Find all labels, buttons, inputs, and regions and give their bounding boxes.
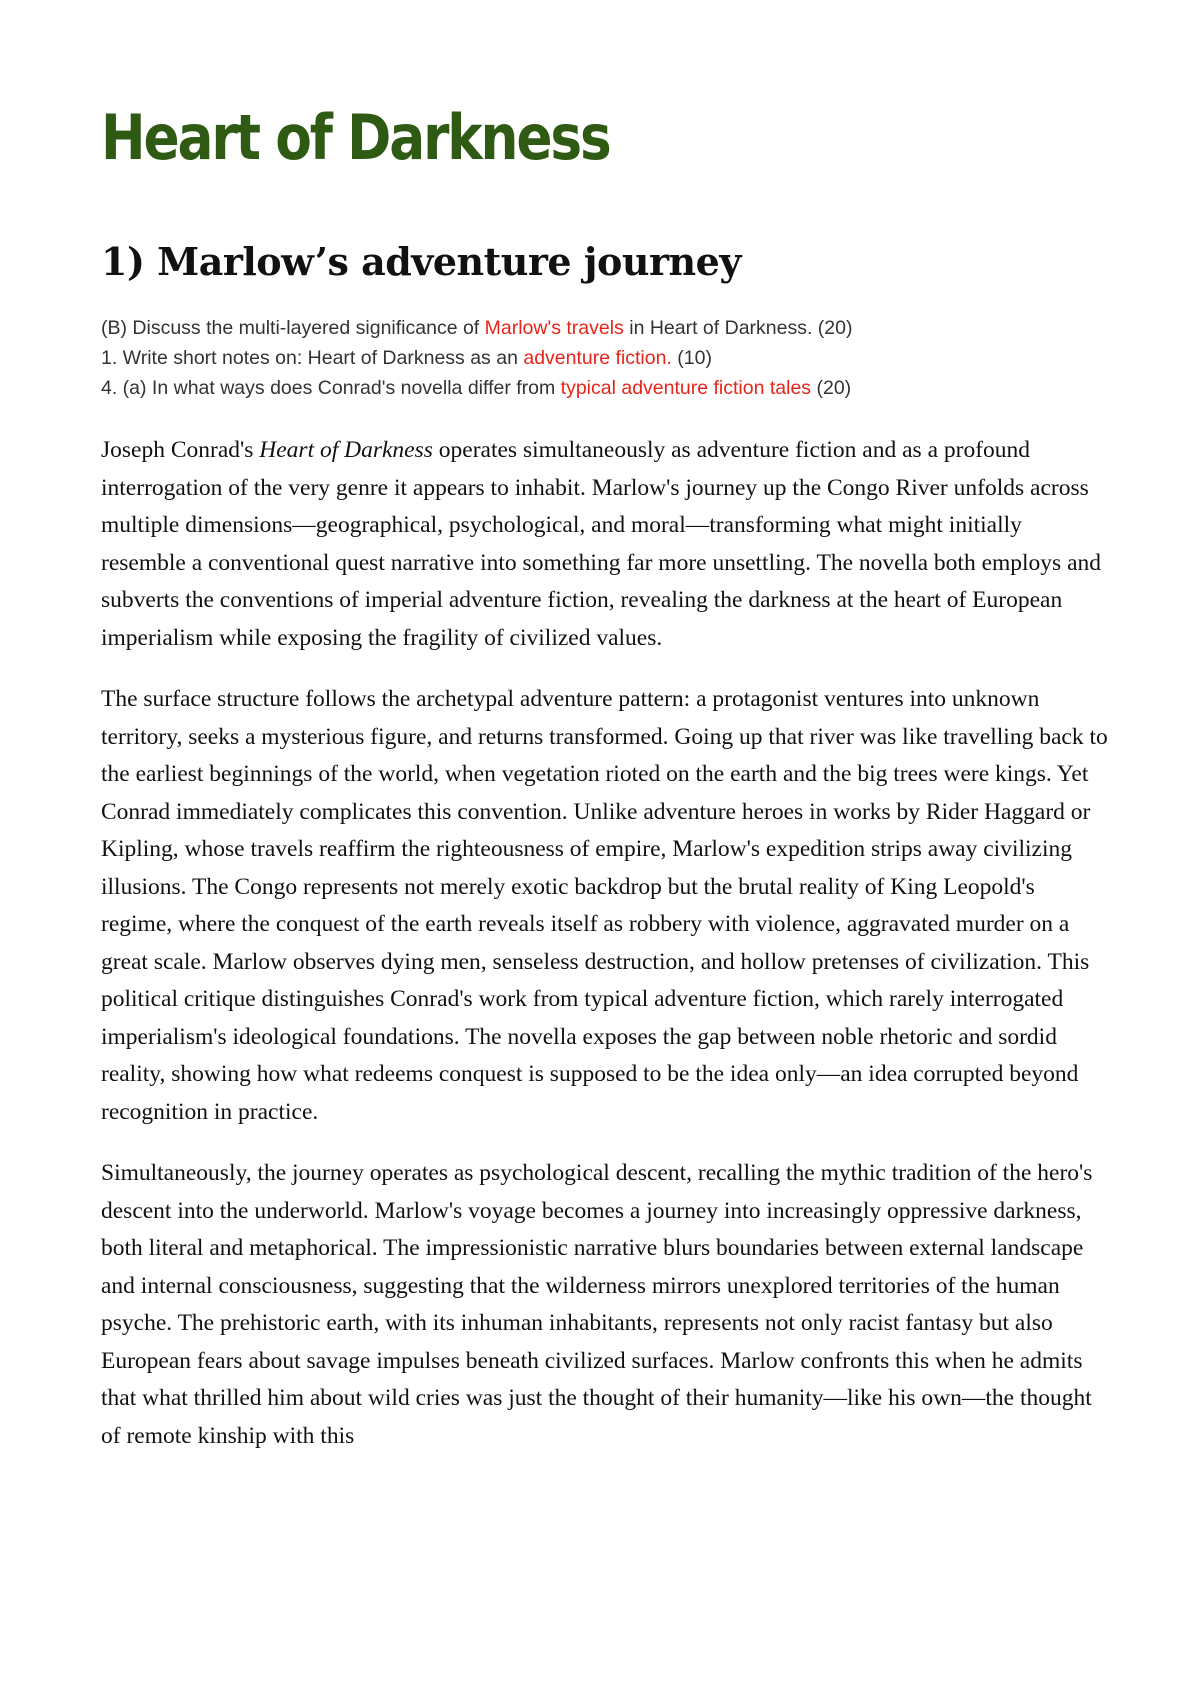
- question-text: 1. Write short notes on: Heart of Darkness as an: [101, 347, 524, 369]
- question-item: [101, 343, 852, 373]
- body-text: [101, 432, 1111, 1479]
- question-text: (B) Discuss the multi-layered significance of: [101, 317, 485, 339]
- section-heading: 1) Marlow’s adventure journey: [101, 239, 741, 284]
- book-title-italic: Heart of Darkness: [259, 437, 433, 463]
- question-item: [101, 373, 852, 403]
- paragraph-lead: Joseph Conrad's: [101, 437, 260, 463]
- paragraph-rest: operates simultaneously as adventure fiction and as a profound interrogation of the very genre it appears to inhabit. Marlow's journey up the Congo River unfolds across multiple dimensions—geographical, psychological, and moral—transforming what might initially resemble a conventional quest narrative into something far more unsettling. The novella both employs and subverts the conventions of imperial adventure fiction, revealing the darkness at the heart of European imperialism while exposing the fragility of civilized values.: [101, 437, 1102, 651]
- question-text: (20): [811, 377, 852, 399]
- question-item: [101, 313, 852, 343]
- body-paragraph: [101, 432, 1111, 657]
- document-title: Heart of Darkness: [101, 101, 610, 174]
- question-text: 4. (a) In what ways does Conrad's novella differ from: [101, 377, 561, 399]
- question-text: (10): [671, 347, 712, 369]
- body-paragraph: The surface structure follows the archetypal adventure pattern: a protagonist ventures into unknown territory, seeks a mysterious figure, and returns transformed. Going up that river was like travelling back to the earliest beginnings of the world, when vegetation rioted on the earth and the big trees were kings. Yet Conrad immediately complicates this convention. Unlike adventure heroes in works by Rider Haggard or Kipling, whose travels reaffirm the righteousness of empire, Marlow's expedition strips away civilizing illusions. The Congo represents not merely exotic backdrop but the brutal reality of King Leopold's regime, where the conquest of the earth reveals itself as robbery with violence, aggravated murder on a great scale. Marlow observes dying men, senseless destruction, and hollow pretenses of civilization. This political critique distinguishes Conrad's work from typical adventure fiction, which rarely interrogated imperialism's ideological foundations. The novella exposes the gap between noble rhetoric and sordid reality, showing how what redeems conquest is supposed to be the idea only—an idea corrupted beyond recognition in practice.: [101, 686, 1108, 1125]
- question-list: [101, 313, 852, 403]
- question-highlight: typical adventure fiction tales: [560, 377, 812, 399]
- question-highlight: adventure fiction.: [523, 347, 672, 369]
- question-text: in Heart of Darkness. (20): [623, 317, 853, 339]
- question-highlight: Marlow's travels: [484, 317, 624, 339]
- body-paragraph: Simultaneously, the journey operates as psychological descent, recalling the mythic tradition of the hero's descent into the underworld. Marlow's voyage becomes a journey into increasingly oppressive darkness, both literal and metaphorical. The impressionistic narrative blurs boundaries between external landscape and internal consciousness, suggesting that the wilderness mirrors unexplored territories of the human psyche. The prehistoric earth, with its inhuman inhabitants, represents not only racist fantasy but also European fears about savage impulses beneath civilized surfaces. Marlow confronts this when he admits that what thrilled him about wild cries was just the thought of their humanity—like his own—the thought of remote kinship with this: [101, 1160, 1093, 1449]
